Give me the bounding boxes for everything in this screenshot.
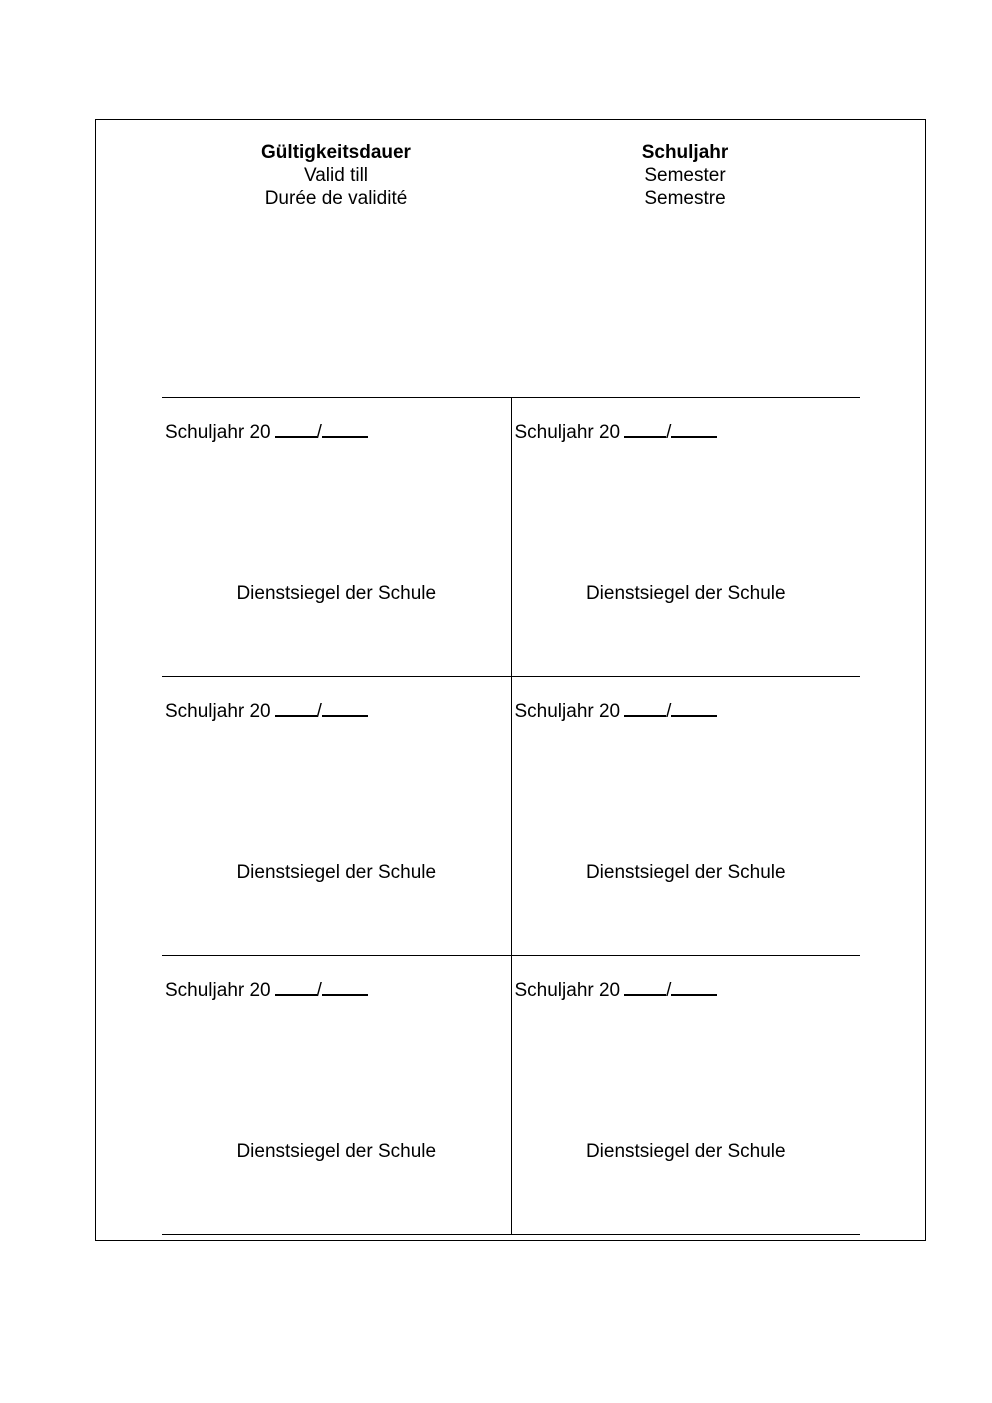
validity-cell [162,677,512,955]
school-year-label: Schuljahr 20 [165,422,271,443]
year-blank-end[interactable] [671,420,717,438]
grid-row-1 [162,397,860,676]
school-year-label: Schuljahr 20 [514,422,621,443]
semester-title-fr: Semestre [644,188,726,209]
school-seal-label: Dienstsiegel der Schule [585,583,786,604]
year-blank-end[interactable] [671,978,717,996]
school-seal-label: Dienstsiegel der Schule [236,1141,437,1162]
year-separator: / [316,980,322,1001]
validity-title-fr: Durée de validité [264,188,408,209]
school-year-line [515,420,718,444]
validity-cell [512,956,861,1234]
year-separator: / [666,422,672,443]
validity-title-en: Valid till [303,165,369,186]
school-year-label: Schuljahr 20 [165,701,271,722]
validity-title-de: Gültigkeitsdauer [261,142,411,163]
year-blank-start[interactable] [275,699,317,717]
school-year-label: Schuljahr 20 [514,701,621,722]
validity-cell [512,677,861,955]
year-blank-end[interactable] [322,978,368,996]
school-seal-label: Dienstsiegel der Schule [236,583,437,604]
school-seal-label: Dienstsiegel der Schule [585,1141,786,1162]
validity-cell [162,956,512,1234]
school-year-line [165,699,368,723]
school-year-label: Schuljahr 20 [165,980,271,1001]
year-blank-start[interactable] [275,420,317,438]
year-blank-start[interactable] [624,978,666,996]
school-seal-label: Dienstsiegel der Schule [236,862,437,883]
semester-title-en: Semester [644,165,726,186]
validity-grid [162,397,860,1235]
schoolyear-header [511,141,859,210]
year-blank-start[interactable] [624,699,666,717]
year-separator: / [666,701,672,722]
year-blank-start[interactable] [275,978,317,996]
school-seal-label: Dienstsiegel der Schule [585,862,786,883]
school-year-line [165,978,368,1002]
grid-row-3 [162,955,860,1235]
year-blank-end[interactable] [322,420,368,438]
year-separator: / [316,422,322,443]
year-blank-end[interactable] [322,699,368,717]
school-year-line [515,699,718,723]
school-year-line [515,978,718,1002]
year-separator: / [666,980,672,1001]
grid-row-2 [162,676,860,955]
year-blank-start[interactable] [624,420,666,438]
schoolyear-title-de: Schuljahr [641,142,729,163]
school-year-line [165,420,368,444]
school-year-label: Schuljahr 20 [514,980,621,1001]
validity-cell [512,398,861,676]
validity-cell [162,398,512,676]
year-blank-end[interactable] [671,699,717,717]
validity-header [162,141,510,210]
year-separator: / [316,701,322,722]
